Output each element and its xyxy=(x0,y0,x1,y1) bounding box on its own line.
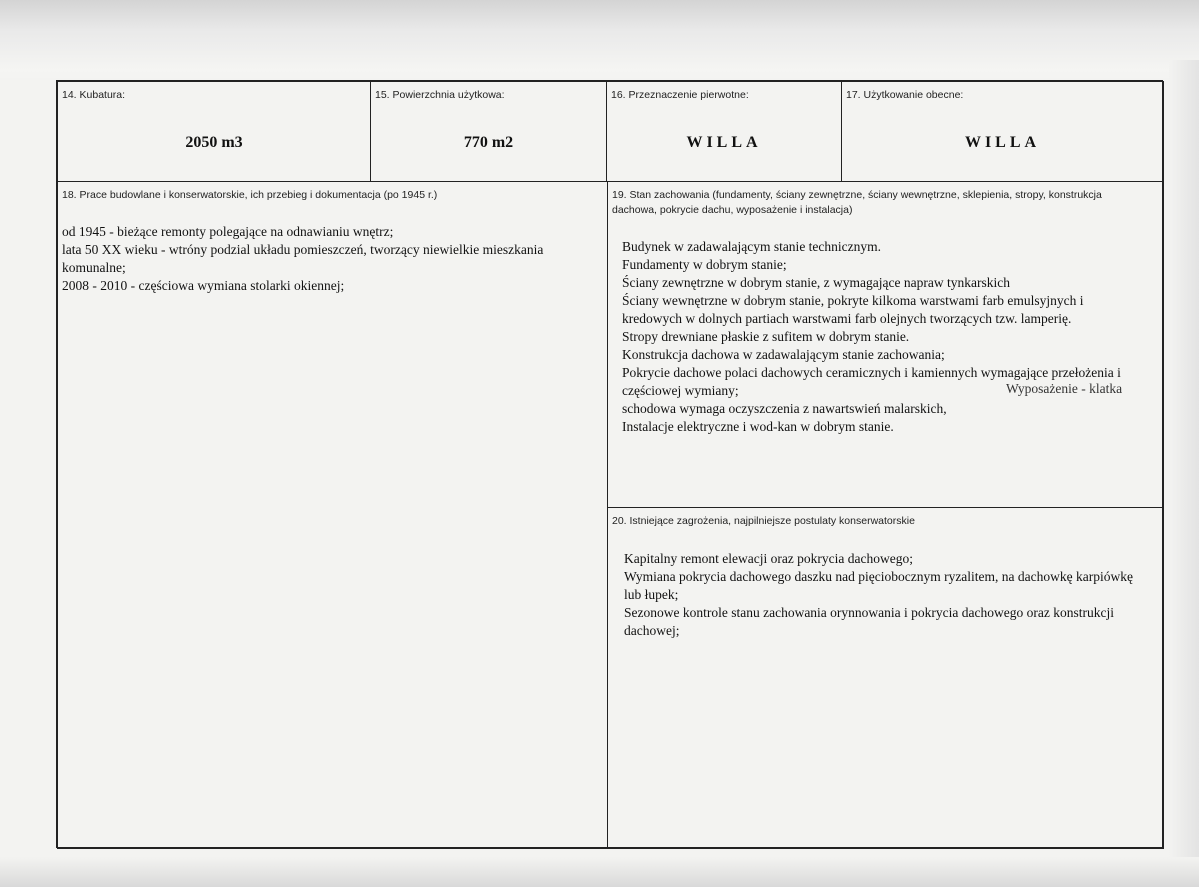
section-18-line: komunalne; xyxy=(62,260,126,275)
section-19-body xyxy=(622,238,1121,436)
scan-shadow-bottom xyxy=(0,857,1199,887)
section-19-line: Ściany zewnętrzne w dobrym stanie, z wymagające napraw tynkarskich xyxy=(622,275,1010,290)
section-18-line: 2008 - 2010 - częściowa wymiana stolarki okiennej; xyxy=(62,278,345,293)
field-15-label: 15. Powierzchnia użytkowa: xyxy=(375,89,505,101)
field-15-value: 770 m2 xyxy=(463,134,514,151)
field-14-value: 2050 m3 xyxy=(185,134,243,151)
field-16-przeznaczenie xyxy=(606,81,842,182)
field-16-label: 16. Przeznaczenie pierwotne: xyxy=(611,89,749,101)
section-18-line: lata 50 XX wieku - wtróny podzial układu pomieszczeń, tworzący niewielkie mieszkania xyxy=(62,242,544,257)
section-20-line: Kapitalny remont elewacji oraz pokrycia dachowego; xyxy=(624,551,914,566)
section-19-line: Konstrukcja dachowa w zadawalającym stanie zachowania; xyxy=(622,347,945,362)
field-17-value: WILLA xyxy=(964,134,1041,151)
section-18-prace xyxy=(57,181,608,849)
section-19-line: Stropy drewniane płaskie z sufitem w dobrym stanie. xyxy=(622,329,910,344)
field-14-label: 14. Kubatura: xyxy=(62,89,126,101)
section-19-line: Instalacje elektryczne i wod-kan w dobrym stanie. xyxy=(622,419,894,434)
scan-shadow-right xyxy=(1169,60,1199,887)
section-20-line: Wymiana pokrycia dachowego daszku nad pięciobocznym ryzalitem, na dachowkę karpiówkę xyxy=(624,569,1133,584)
field-17-label: 17. Użytkowanie obecne: xyxy=(846,89,964,101)
section-20-line: lub łupek; xyxy=(624,587,679,602)
field-14-kubatura xyxy=(57,81,371,182)
section-20-line: dachowej; xyxy=(624,623,680,638)
section-18-line: od 1945 - bieżące remonty polegające na odnawianiu wnętrz; xyxy=(62,224,394,239)
section-20-zagrozenia xyxy=(607,507,1164,849)
section-20-line: Sezonowe kontrole stanu zachowania orynnowania i pokrycia dachowego oraz konstrukcji xyxy=(624,605,1114,620)
section-19-label-line: 19. Stan zachowania (fundamenty, ściany zewnętrzne, ściany wewnętrzne, sklepienia, stropy, konstrukcja xyxy=(612,189,1102,201)
section-18-label: 18. Prace budowlane i konserwatorskie, ich przebieg i dokumentacja (po 1945 r.) xyxy=(62,189,438,201)
section-19-line: Ściany wewnętrzne w dobrym stanie, pokryte kilkoma warstwami farb emulsyjnych i xyxy=(622,293,1084,308)
section-19-floating-text: Wyposażenie - klatka xyxy=(1006,381,1123,396)
field-15-powierzchnia xyxy=(370,81,607,182)
form-sheet xyxy=(56,80,1163,848)
section-19-label xyxy=(612,188,1102,218)
section-19-line: Budynek w zadawalającym stanie technicznym. xyxy=(622,239,882,254)
section-19-line: Fundamenty w dobrym stanie; xyxy=(622,257,787,272)
section-19-label-line: dachowa, pokrycie dachu, wyposażenie i instalacja) xyxy=(612,204,853,216)
scan-shadow-top xyxy=(0,0,1199,80)
field-17-uzytkowanie xyxy=(841,81,1164,182)
field-16-value: WILLA xyxy=(686,134,762,151)
section-19-line: częściowej wymiany; xyxy=(622,383,739,398)
section-19-line: Pokrycie dachowe polaci dachowych ceramicznych i kamiennych wymagające przełożenia i xyxy=(622,365,1121,380)
section-19-line: schodowa wymaga oczyszczenia z nawartswień malarskich, xyxy=(622,401,947,416)
section-18-body xyxy=(62,223,543,295)
section-19-line: kredowych w dolnych partiach warstwami farb olejnych tworzących tzw. lamperię. xyxy=(622,311,1072,326)
section-19-stan-zachowania xyxy=(607,181,1164,508)
section-20-body xyxy=(624,550,1133,640)
section-20-label: 20. Istniejące zagrożenia, najpilniejsze postulaty konserwatorskie xyxy=(612,515,915,527)
